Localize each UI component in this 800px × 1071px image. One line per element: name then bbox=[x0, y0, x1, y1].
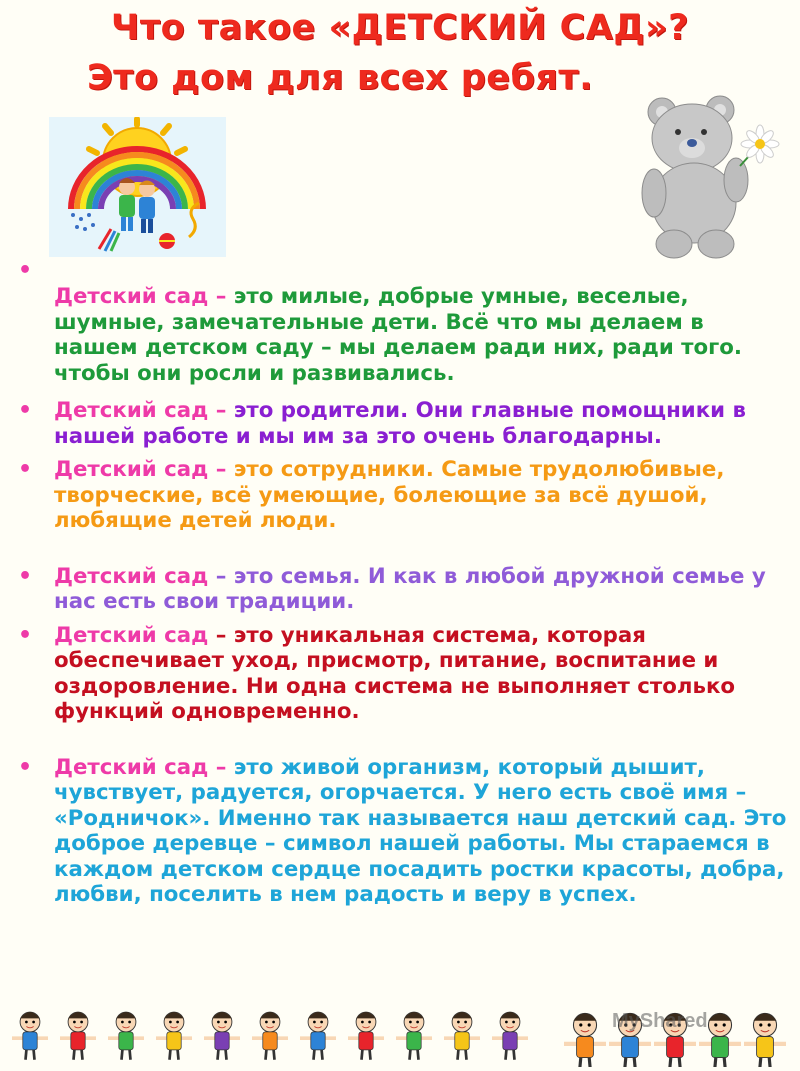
pencils-icon bbox=[99, 229, 119, 251]
item-lead: Детский сад bbox=[54, 754, 209, 780]
list-item-children bbox=[18, 258, 793, 386]
bullet: • bbox=[18, 563, 33, 589]
bullet: • bbox=[18, 622, 33, 648]
title-line-2: Это дом для всех ребят. bbox=[86, 58, 594, 98]
child-figure-icon bbox=[444, 1012, 480, 1060]
child-figure-icon bbox=[744, 1013, 786, 1067]
item-lead: Детский сад bbox=[54, 398, 209, 423]
list-item-organism bbox=[18, 755, 793, 908]
bullet: • bbox=[18, 754, 33, 780]
item-lead: Детский сад bbox=[54, 622, 209, 648]
child-figure-icon bbox=[12, 1012, 48, 1060]
child-figure-icon bbox=[300, 1012, 336, 1060]
child-figure-icon bbox=[348, 1012, 384, 1060]
item-text: это уникальная система, которая обеспечивает уход, присмотр, питание, воспитание и оздоровление. Ни одна система не выполняет столько функций одновременно. bbox=[54, 622, 736, 724]
ball-icon bbox=[159, 233, 175, 249]
list-item-system bbox=[18, 623, 793, 725]
item-lead: Детский сад bbox=[54, 563, 209, 589]
item-text: это сотрудники. Самые трудолюбивые, творческие, всё умеющие, болеющие за всё душой, любящие детей люди. bbox=[54, 457, 725, 533]
watermark-text: MyShared bbox=[612, 1010, 708, 1032]
child-figure-icon bbox=[204, 1012, 240, 1060]
item-lead: Детский сад bbox=[54, 457, 209, 482]
child-figure-icon bbox=[492, 1012, 528, 1060]
item-dash: – bbox=[208, 398, 234, 423]
bullet: • bbox=[18, 398, 33, 423]
item-text: это милые, добрые умные, веселые, шумные, замечательные дети. Всё что мы делаем в нашем детском саду – мы делаем ради них, ради того. чтобы они росли и развивались. bbox=[54, 284, 743, 386]
item-lead: Детский сад bbox=[54, 284, 209, 309]
item-dash: – bbox=[208, 622, 234, 648]
daisy-icon bbox=[740, 125, 779, 166]
child-figure-icon bbox=[252, 1012, 288, 1060]
child-figure-icon bbox=[60, 1012, 96, 1060]
teddy-bear-image bbox=[632, 88, 782, 260]
item-text: это семья. И как в любой дружной семье у нас есть свои традиции. bbox=[54, 563, 766, 614]
rain-icon bbox=[71, 213, 95, 231]
kindergarten-logo-image bbox=[49, 117, 226, 257]
item-text: это родители. Они главные помощники в нашей работе и мы им за это очень благодарны. bbox=[54, 398, 746, 449]
list-item-staff bbox=[18, 457, 793, 534]
child-figure-icon bbox=[108, 1012, 144, 1060]
item-dash: – bbox=[208, 284, 234, 309]
child-figure-icon bbox=[396, 1012, 432, 1060]
list-item-parents bbox=[18, 398, 793, 449]
item-dash: – bbox=[208, 457, 234, 482]
item-text: это живой организм, который дышит, чувствует, радуется, огорчается. У него есть своё имя – «Родничок». Именно так называется наш детский сад. Это доброе деревце – символ нашей работы. Мы стараемся в каждом детском сердце посадить ростки красоты, добра, любви, поселить в нем радость и веру в успех. bbox=[54, 754, 787, 907]
list-item-family bbox=[18, 564, 793, 615]
bullet: • bbox=[18, 457, 33, 482]
rainbow-icon bbox=[71, 149, 203, 209]
item-dash: – bbox=[208, 754, 234, 780]
bullet: • bbox=[18, 258, 33, 283]
kindergarten-description-list bbox=[18, 250, 793, 908]
child-figure-icon bbox=[156, 1012, 192, 1060]
child-figure-icon bbox=[564, 1013, 606, 1067]
title-line-1: Что такое «ДЕТСКИЙ САД»? bbox=[111, 8, 689, 48]
item-dash: – bbox=[208, 563, 234, 589]
